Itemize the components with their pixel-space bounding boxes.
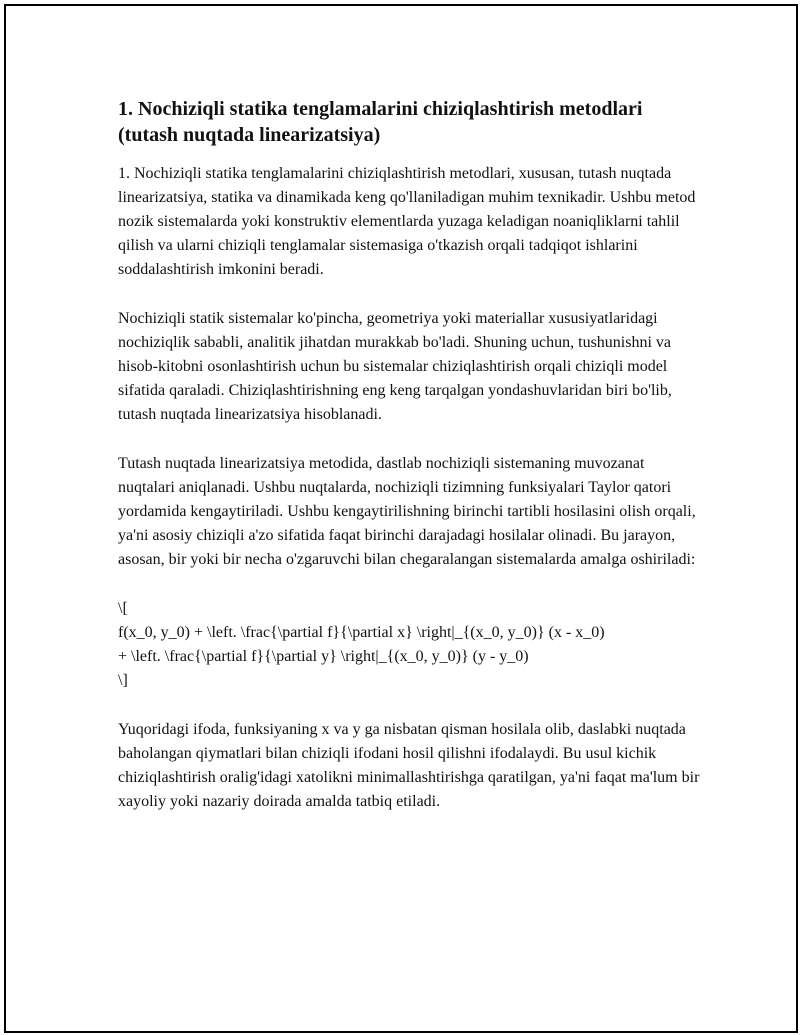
paragraph-conclusion: Yuqoridagi ifoda, funksiyaning x va y ga nisbatan qisman hosilala olib, daslabki nuqtada baholangan qiymatlari bilan chiziqli ifodani hosil qilishni ifodalaydi. Bu usul kichik chiziqlashtirish oralig'idagi xatolikni minimallashtirishga qaratilgan, ya'ni faqat ma'lum bir xayoliy yoki nazariy doirada amalda tatbiq etiladi. <box>118 721 700 810</box>
formula-line-1: f(x_0, y_0) + \left. \frac{\partial f}{\partial x} \right|_{(x_0, y_0)} (x - x_0) <box>118 624 605 641</box>
formula-line-2: + \left. \frac{\partial f}{\partial y} \right|_{(x_0, y_0)} (y - y_0) <box>118 648 529 665</box>
document-title: 1. Nochiziqli statika tenglamalarini chiziqlashtirish metodlari (tutash nuqtada linearizatsiya) <box>118 98 643 146</box>
formula-close: \] <box>118 672 128 689</box>
formula-open: \[ <box>118 600 128 617</box>
formula-block <box>118 597 703 693</box>
page-frame <box>4 4 798 1033</box>
paragraph-linearization-method: Tutash nuqtada linearizatsiya metodida, dastlab nochiziqli sistemaning muvozanat nuqtalari aniqlanadi. Ushbu nuqtalarda, nochiziqli tizimning funksiyalari Taylor qatori yordamida kengaytiriladi. Ushbu kengaytirilishning birinchi tartibli hosilasini olish orqali, ya'ni asosiy chiziqli a'zo sifatida faqat birinchi darajadagi hosilalar olinadi. Bu jarayon, asosan, bir yoki bir necha o'zgaruvchi bilan chegaralangan sistemalarda amalga oshiriladi: <box>118 455 696 568</box>
document-body <box>118 96 703 839</box>
paragraph-intro: 1. Nochiziqli statika tenglamalarini chiziqlashtirish metodlari, xususan, tutash nuqtada linearizatsiya, statika va dinamikada keng qo'llaniladigan muhim texnikadir. Ushbu metod nozik sistemalarda yoki konstruktiv elementlarda yuzaga keladigan noaniqliklarni tahlil qilish va ularni chiziqli tenglamalar sistemasiga o'tkazish orqali tadqiqot ishlarini soddalashtirish imkonini beradi. <box>118 165 696 278</box>
paragraph-nonlinear-systems: Nochiziqli statik sistemalar ko'pincha, geometriya yoki materiallar xususiyatlaridagi nochiziqlik sababli, analitik jihatdan murakkab bo'ladi. Shuning uchun, tushunishni va hisob-kitobni osonlashtirish uchun bu sistemalar chiziqlashtirish orqali chiziqli model sifatida qaraladi. Chiziqlashtirishning eng keng tarqalgan yondashuvlaridan biri bo'lib, tutash nuqtada linearizatsiya hisoblanadi. <box>118 310 672 423</box>
